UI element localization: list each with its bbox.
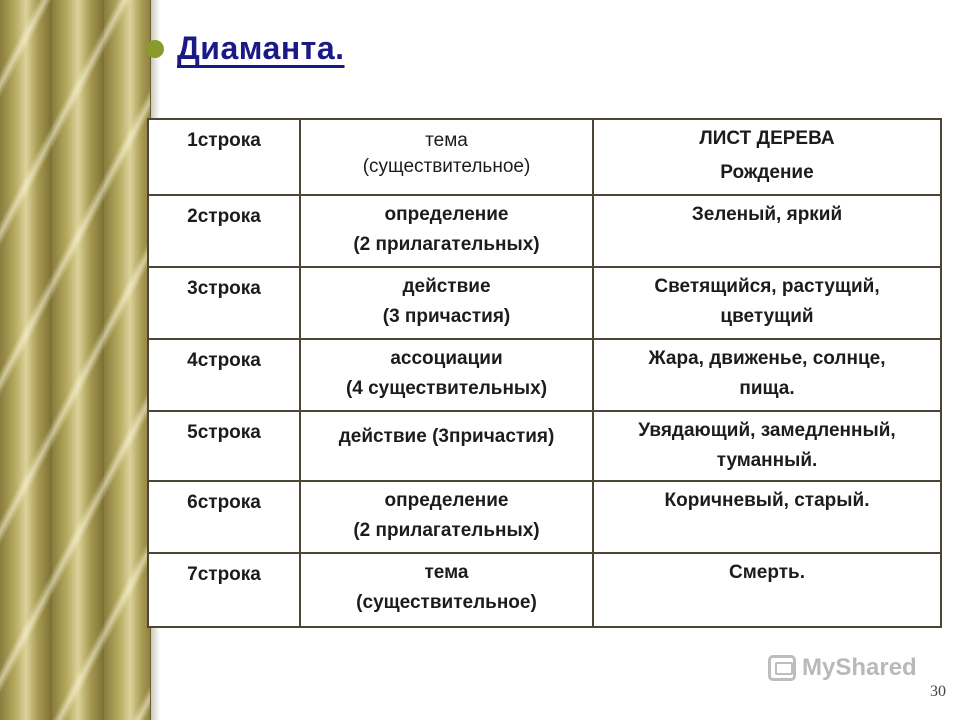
value-line: Рождение bbox=[720, 162, 814, 183]
description-line: (4 существительных) bbox=[345, 378, 548, 399]
table-row bbox=[148, 339, 941, 411]
row-value-cell bbox=[593, 553, 941, 627]
row-number-cell: 2строка bbox=[148, 195, 300, 267]
row-description-cell bbox=[300, 411, 593, 481]
row-number-cell: 5строка bbox=[148, 411, 300, 481]
value-line: туманный. bbox=[716, 450, 818, 471]
table-row bbox=[148, 195, 941, 267]
bullet-icon bbox=[146, 40, 164, 58]
value-line: ЛИСТ ДЕРЕВА bbox=[699, 128, 835, 149]
table-row bbox=[148, 267, 941, 339]
row-description-cell bbox=[300, 481, 593, 553]
description-line: (существительное) bbox=[362, 156, 531, 177]
value-line: Коричневый, старый. bbox=[664, 490, 870, 511]
value-line: пища. bbox=[739, 378, 795, 399]
value-line: Увядающий, замедленный, bbox=[638, 420, 896, 441]
description-line: тема bbox=[424, 562, 469, 583]
description-line: определение bbox=[384, 204, 509, 225]
row-number-cell: 7строка bbox=[148, 553, 300, 627]
table-row bbox=[148, 553, 941, 627]
description-line: (2 прилагательных) bbox=[353, 520, 540, 541]
row-value-cell bbox=[593, 339, 941, 411]
row-number-cell: 4строка bbox=[148, 339, 300, 411]
row-number-cell: 1строка bbox=[148, 119, 300, 195]
row-description-cell bbox=[300, 267, 593, 339]
row-number-cell: 3строка bbox=[148, 267, 300, 339]
table-row bbox=[148, 481, 941, 553]
watermark-text: MyShared bbox=[802, 654, 917, 681]
description-line: (3 причастия) bbox=[382, 306, 511, 327]
row-value-cell bbox=[593, 411, 941, 481]
value-line: Жара, движенье, солнце, bbox=[648, 348, 886, 369]
table-row bbox=[148, 411, 941, 481]
value-line: Светящийся, растущий, bbox=[654, 276, 880, 297]
value-line: Смерть. bbox=[729, 562, 805, 583]
watermark-logo bbox=[768, 654, 917, 682]
description-line: определение bbox=[384, 490, 509, 511]
row-value-cell bbox=[593, 195, 941, 267]
row-description-cell bbox=[300, 119, 593, 195]
row-value-cell bbox=[593, 267, 941, 339]
row-value-cell bbox=[593, 119, 941, 195]
description-line: (существительное) bbox=[356, 592, 537, 613]
description-line: действие (3причастия) bbox=[338, 426, 555, 447]
page-number: 30 bbox=[930, 683, 946, 700]
row-description-cell bbox=[300, 195, 593, 267]
row-description-cell bbox=[300, 553, 593, 627]
table-row bbox=[148, 119, 941, 195]
row-description-cell bbox=[300, 339, 593, 411]
row-number-cell: 6строка bbox=[148, 481, 300, 553]
presentation-board-icon bbox=[768, 655, 796, 681]
description-line: ассоциации bbox=[390, 348, 503, 369]
slide-heading bbox=[146, 30, 345, 67]
row-value-cell bbox=[593, 481, 941, 553]
description-line: тема bbox=[425, 130, 468, 151]
description-line: (2 прилагательных) bbox=[353, 234, 540, 255]
value-line: цветущий bbox=[720, 306, 814, 327]
decorative-curtain bbox=[0, 0, 151, 720]
slide-title[interactable]: Диаманта. bbox=[177, 30, 345, 66]
diamante-table bbox=[147, 118, 942, 628]
description-line: действие bbox=[402, 276, 491, 297]
value-line: Зеленый, яркий bbox=[691, 204, 843, 225]
